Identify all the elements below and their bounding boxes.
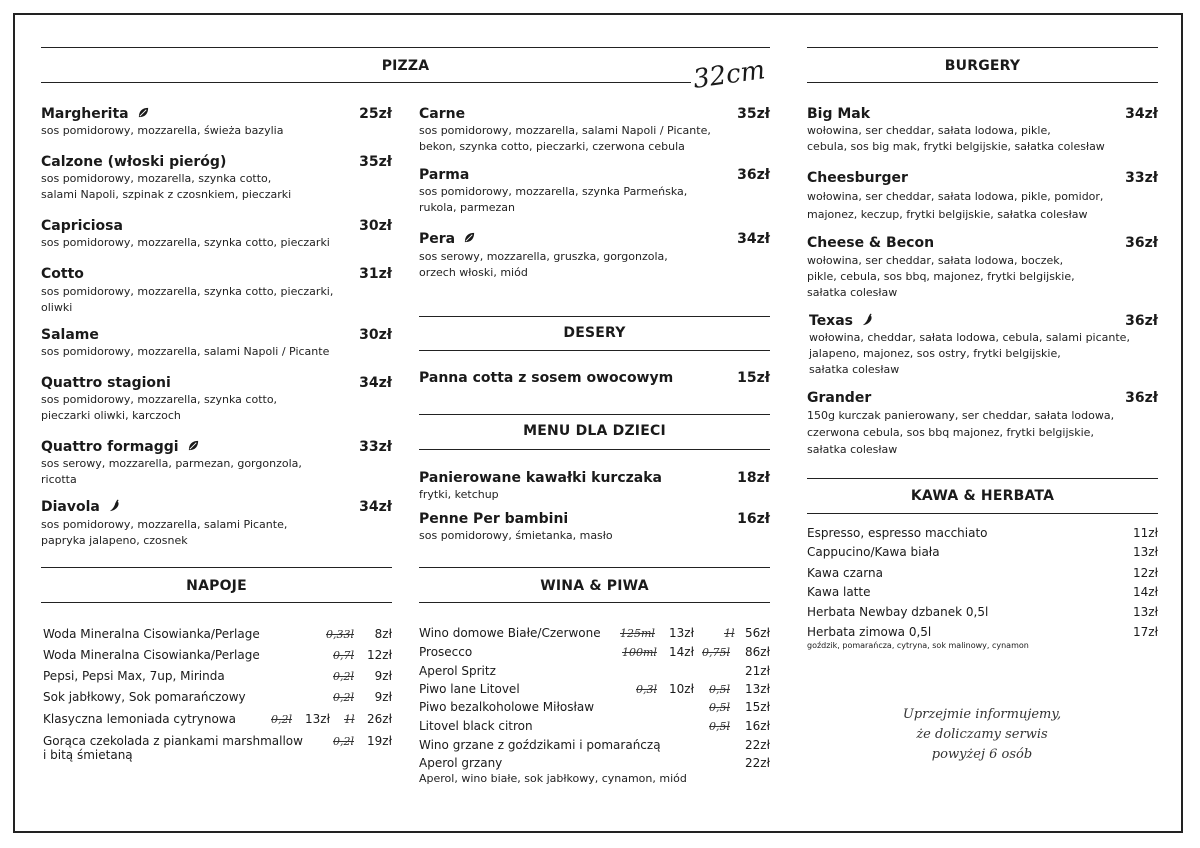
pizza-price: 30zł (359, 218, 392, 234)
drink-desc: goździk, pomarańcza, cytryna, sok malinowy, cynamon (807, 641, 1029, 650)
burger-desc: 150g kurczak panierowany, ser cheddar, sałata lodowa, czerwona cebula, sos bbq majonez, frytki belgijskie, sałatka colesław (807, 409, 1115, 456)
drink-name: Piwo lane Litovel (419, 682, 520, 696)
pizza-desc: sos pomidorowy, mozzarella, salami Picante, papryka jalapeno, czosnek (41, 518, 288, 547)
burger-name: Texas (809, 313, 874, 329)
drink-price: 13zł (745, 682, 770, 696)
pizza-size-label: 32cm (691, 55, 768, 95)
drink-price: 19zł (367, 734, 392, 748)
pizza-name: Capriciosa (41, 218, 123, 234)
chili-icon (108, 499, 121, 512)
wina-title: WINA & PIWA (540, 578, 649, 594)
kawa-title: KAWA & HERBATA (910, 488, 1055, 504)
pizza-price: 34zł (737, 231, 770, 247)
pizza-desc: sos pomidorowy, mozzarella, świeża bazylia (41, 124, 284, 137)
dessert-name: Panna cotta z sosem owocowym (419, 370, 674, 386)
kids-desc: frytki, ketchup (419, 488, 499, 501)
pizza-desc: sos pomidorowy, mozzarella, salami Napoli / Picante, bekon, szynka cotto, pieczarki, czerwona cebula (419, 124, 711, 153)
drink-volume: 1l (724, 627, 735, 640)
drink-name: Aperol Spritz (419, 664, 496, 678)
pizza-name: Pera (419, 231, 476, 247)
burger-price: 36zł (1125, 390, 1158, 406)
drink-price: 56zł (745, 626, 770, 640)
dessert-price: 15zł (737, 370, 770, 386)
dzieci-top-rule (419, 414, 770, 415)
desery-bottom-rule (419, 350, 770, 351)
burger-name: Big Mak (807, 106, 871, 122)
burger-price: 36zł (1125, 313, 1158, 329)
drink-name: Gorąca czekolada z piankami marshmallow (43, 734, 303, 748)
drink-price: 8zł (374, 627, 392, 641)
burgery-title: BURGERY (944, 58, 1021, 74)
drink-volume: 0,2l (333, 735, 355, 748)
drink-name: Herbata zimowa 0,5l (807, 625, 932, 639)
drink-name: Wino grzane z goździkami i pomarańczą (419, 738, 661, 752)
drink-volume: 100ml (622, 646, 657, 659)
pizza-name: Carne (419, 106, 466, 122)
drink-price: 14zł (669, 645, 694, 659)
pizza-desc: sos pomidorowy, mozzarella, szynka cotto, pieczarki, oliwki (41, 285, 334, 314)
drink-name: Piwo bezalkoholowe Miłosław (419, 700, 595, 714)
burger-desc: wołowina, cheddar, sałata lodowa, cebula, salami picante, jalapeno, majonez, sos ostry, frytki belgijskie, sałatka colesław (809, 331, 1130, 376)
drink-price: 26zł (367, 712, 392, 726)
burger-name: Cheese & Becon (807, 235, 935, 251)
service-charge-note: Uprzejmie informujemy, że doliczamy serwis powyżej 6 osób (902, 707, 1062, 762)
pizza-name: Cotto (41, 266, 84, 282)
drink-name-cont: i bitą śmietaną (43, 748, 133, 762)
kawa-top-rule (807, 478, 1158, 479)
drink-name: Woda Mineralna Cisowianka/Perlage (43, 627, 260, 641)
pizza-title: PIZZA (381, 58, 430, 74)
burger-price: 33zł (1125, 170, 1158, 186)
napoje-top-rule (41, 567, 392, 568)
drink-name: Wino domowe Białe/Czerwone (419, 626, 601, 640)
leaf-icon (187, 439, 200, 452)
pizza-desc: sos serowy, mozzarella, gruszka, gorgonzola, orzech włoski, miód (419, 250, 668, 279)
drink-volume: 0,5l (709, 683, 731, 696)
drink-name: Klasyczna lemoniada cytrynowa (43, 712, 236, 726)
drink-volume: 0,33l (326, 628, 355, 641)
drink-volume: 0,3l (636, 683, 658, 696)
drink-volume: 0,5l (709, 701, 731, 714)
drink-name: Pepsi, Pepsi Max, 7up, Mirinda (43, 669, 225, 683)
pizza-desc: sos pomidorowy, mozarella, szynka cotto, salami Napoli, szpinak z czosnkiem, pieczarki (41, 172, 292, 201)
pizza-price: 35zł (359, 154, 392, 170)
pizza-price: 35zł (737, 106, 770, 122)
drink-name: Kawa czarna (807, 566, 883, 580)
desery-title: DESERY (563, 325, 626, 341)
dzieci-bottom-rule (419, 449, 770, 450)
pizza-price: 25zł (359, 106, 392, 122)
drink-name: Aperol grzany (419, 756, 503, 770)
drink-name: Sok jabłkowy, Sok pomarańczowy (43, 690, 246, 704)
drink-desc: Aperol, wino białe, sok jabłkowy, cynamon, miód (419, 772, 687, 785)
chili-icon (861, 313, 874, 326)
napoje-bottom-rule (41, 602, 392, 603)
pizza-price: 34zł (359, 375, 392, 391)
drink-volume: 0,2l (271, 713, 293, 726)
drink-volume: 0,2l (333, 691, 355, 704)
burger-desc: wołowina, ser cheddar, sałata lodowa, boczek, pikle, cebula, sos bbq, majonez, frytki belgijskie, sałatka colesław (807, 254, 1075, 299)
pizza-top-rule (41, 47, 770, 48)
drink-name: Litovel black citron (419, 719, 533, 733)
kids-name: Panierowane kawałki kurczaka (419, 470, 662, 486)
drink-price: 9zł (374, 669, 392, 683)
drink-price: 13zł (1133, 605, 1158, 619)
pizza-name: Calzone (włoski pieróg) (41, 154, 227, 170)
drink-name: Woda Mineralna Cisowianka/Perlage (43, 648, 260, 662)
pizza-name: Quattro stagioni (41, 375, 171, 391)
drink-price: 17zł (1133, 625, 1158, 639)
napoje-title: NAPOJE (186, 578, 247, 594)
drink-volume: 0,5l (709, 720, 731, 733)
drink-price: 86zł (745, 645, 770, 659)
drink-name: Herbata Newbay dzbanek 0,5l (807, 605, 989, 619)
drink-name: Kawa latte (807, 585, 871, 599)
drink-price: 9zł (374, 690, 392, 704)
pizza-name: Parma (419, 167, 470, 183)
drink-name: Prosecco (419, 645, 473, 659)
leaf-icon (137, 106, 150, 119)
drink-volume: 125ml (620, 627, 655, 640)
wina-top-rule (419, 567, 770, 568)
burger-desc: wołowina, ser cheddar, sałata lodowa, pikle, cebula, sos big mak, frytki belgijskie, sałatka colesław (807, 124, 1105, 153)
pizza-desc: sos pomidorowy, mozzarella, szynka cotto, pieczarki (41, 236, 330, 249)
pizza-price: 30zł (359, 327, 392, 343)
pizza-name: Diavola (41, 499, 121, 515)
leaf-icon (463, 231, 476, 244)
drink-price: 22zł (745, 738, 770, 752)
pizza-price: 34zł (359, 499, 392, 515)
pizza-desc: sos pomidorowy, mozzarella, szynka Parmeńska, rukola, parmezan (419, 185, 688, 214)
pizza-desc: sos pomidorowy, mozzarella, szynka cotto, pieczarki oliwki, karczoch (41, 393, 278, 422)
drink-volume: 0,75l (702, 646, 731, 659)
drink-name: Espresso, espresso macchiato (807, 526, 988, 540)
drink-price: 11zł (1133, 526, 1158, 540)
drink-price: 12zł (367, 648, 392, 662)
burger-price: 36zł (1125, 235, 1158, 251)
drink-price: 13zł (305, 712, 330, 726)
pizza-price: 33zł (359, 439, 392, 455)
burgery-top-rule (807, 47, 1158, 48)
pizza-name-margherita: Margherita (41, 106, 150, 122)
pizza-price: 36zł (737, 167, 770, 183)
kids-price: 16zł (737, 511, 770, 527)
pizza-bottom-rule (41, 82, 691, 83)
drink-volume: 0,7l (333, 649, 355, 662)
pizza-name: Quattro formaggi (41, 439, 200, 455)
drink-price: 12zł (1133, 566, 1158, 580)
drink-volume: 1l (344, 713, 355, 726)
dzieci-title: MENU DLA DZIECI (523, 423, 666, 439)
drink-price: 13zł (669, 626, 694, 640)
pizza-price: 31zł (359, 266, 392, 282)
drink-name: Cappucino/Kawa biała (807, 545, 940, 559)
desery-top-rule (419, 316, 770, 317)
kids-desc: sos pomidorowy, śmietanka, masło (419, 529, 613, 542)
pizza-desc: sos serowy, mozzarella, parmezan, gorgonzola, ricotta (41, 457, 302, 486)
burger-price: 34zł (1125, 106, 1158, 122)
drink-price: 21zł (745, 664, 770, 678)
burger-name: Cheesburger (807, 170, 908, 186)
pizza-name: Salame (41, 327, 99, 343)
wina-bottom-rule (419, 602, 770, 603)
drink-price: 14zł (1133, 585, 1158, 599)
drink-price: 16zł (745, 719, 770, 733)
drink-price: 15zł (745, 700, 770, 714)
burgery-bottom-rule (807, 82, 1158, 83)
drink-price: 13zł (1133, 545, 1158, 559)
pizza-desc: sos pomidorowy, mozzarella, salami Napoli / Picante (41, 345, 330, 358)
drink-price: 10zł (669, 682, 694, 696)
kawa-bottom-rule (807, 513, 1158, 514)
drink-volume: 0,2l (333, 670, 355, 683)
burger-desc: wołowina, ser cheddar, sałata lodowa, pikle, pomidor, majonez, keczup, frytki belgijskie, sałatka colesław (807, 190, 1104, 221)
kids-price: 18zł (737, 470, 770, 486)
drink-price: 22zł (745, 756, 770, 770)
kids-name: Penne Per bambini (419, 511, 569, 527)
burger-name: Grander (807, 390, 872, 406)
